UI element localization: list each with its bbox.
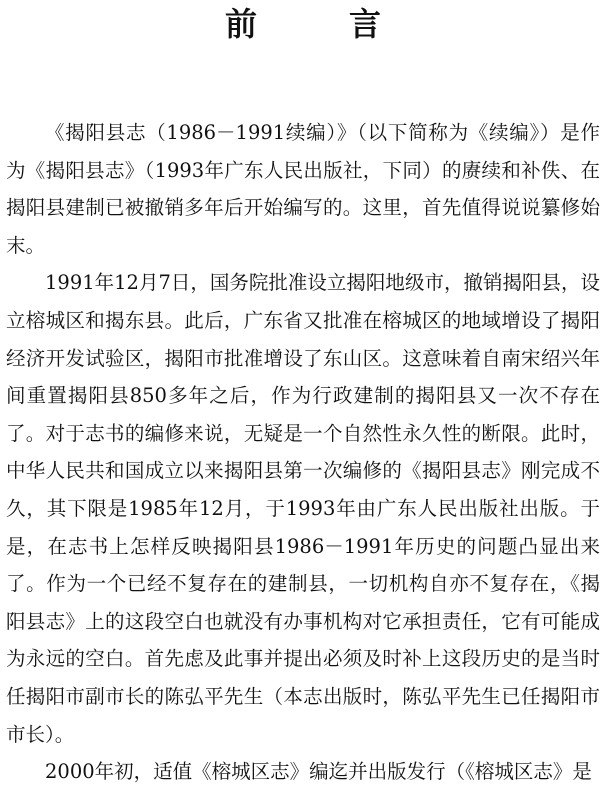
paragraph-1: 《揭阳县志（1986－1991续编）》（以下简称为《续编》）是作为《揭阳县志》（1993年广东人民出版社，下同）的赓续和补佚、在揭阳县建制已被撤销多年后开始编写的。这里，首先值得说说纂修始末。: [6, 121, 600, 257]
document-page: [0, 4, 602, 784]
document-body: [6, 114, 600, 791]
paragraph-3: 2000年初，适值《榕城区志》编迄并出版发行（《榕城区志》是: [45, 760, 592, 784]
paragraph-2: 1991年12月7日，国务院批准设立揭阳地级市，撤销揭阳县，设立榕城区和揭东县。此后，广东省又批准在榕城区的地域增设了揭阳经济开发试验区，揭阳市批准增设了东山区。这意味着自南宋绍兴年间重置揭阳县850多年之后，作为行政建制的揭阳县又一次不存在了。对于志书的编修来说，无疑是一个自然性永久性的断限。此时，中华人民共和国成立以来揭阳县第一次编修的《揭阳县志》刚完成不久，其下限是1985年12月，于1993年由广东人民出版社出版。于是，在志书上怎样反映揭阳县1986－1991年历史的问题凸显出来了。作为一个已经不复存在的建制县，一切机构自亦不复存在，《揭阳县志》上的这段空白也就没有办事机构对它承担责任，它有可能成为永远的空白。首先虑及此事并提出必须及时补上这段历史的是当时任揭阳市副市长的陈弘平先生（本志出版时，陈弘平先生已任揭阳市市长）。: [6, 271, 600, 746]
page-title: 前 言: [224, 5, 411, 43]
